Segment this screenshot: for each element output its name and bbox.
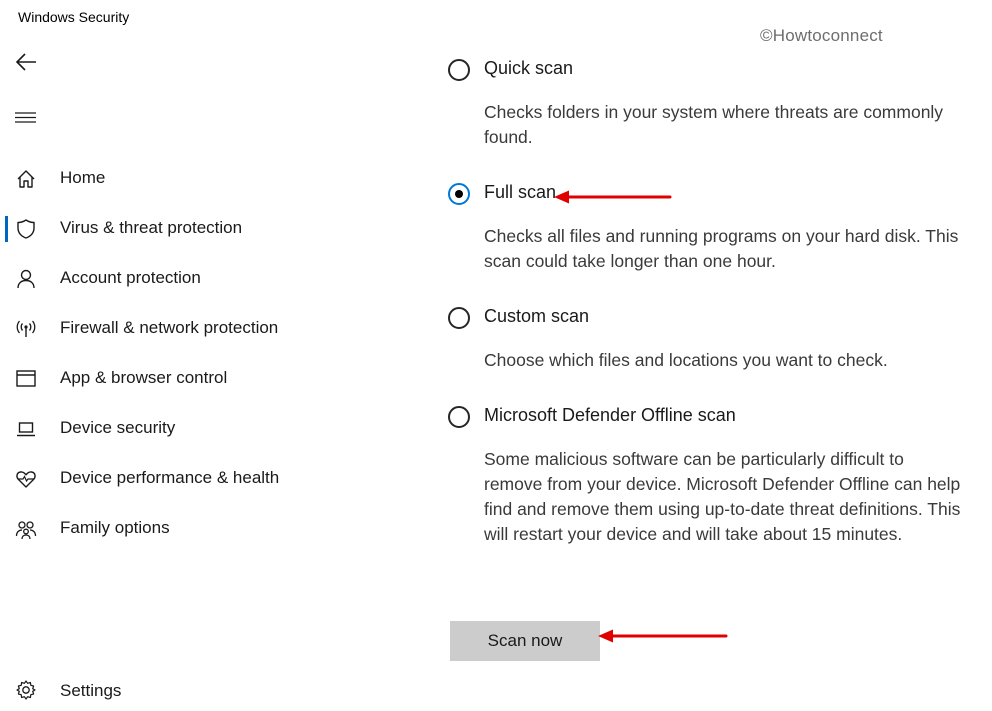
sidebar-item-settings[interactable] xyxy=(0,671,330,711)
sidebar-item-label: Device performance & health xyxy=(60,468,280,487)
hamburger-menu-icon xyxy=(15,110,37,126)
full-scan-radio[interactable] xyxy=(448,183,470,205)
quick-scan-label[interactable]: Quick scan xyxy=(484,58,574,78)
settings-label: Settings xyxy=(60,681,122,700)
sidebar-item-label: Device security xyxy=(60,418,176,437)
person-icon xyxy=(15,268,37,290)
defender-offline-scan-description: Some malicious software can be particularly difficult to remove from your device. Microsoft Defender Offline can help find and remove them using up-to-date threat definitions. This will restart your device and will take about 15 minutes. xyxy=(484,449,961,544)
sidebar-item-app-browser-control[interactable] xyxy=(0,359,330,399)
scan-now-button[interactable]: Scan now xyxy=(450,621,600,661)
sidebar-item-label: Firewall & network protection xyxy=(60,318,279,337)
full-scan-label[interactable]: Full scan xyxy=(484,182,557,202)
quick-scan-description: Checks folders in your system where threats are commonly found. xyxy=(484,102,944,147)
sidebar-item-account-protection[interactable] xyxy=(0,259,330,299)
full-scan-description: Checks all files and running programs on your hard disk. This scan could take longer than one hour. xyxy=(484,226,959,271)
sidebar-item-label: Account protection xyxy=(60,268,201,287)
sidebar-item-family-options[interactable] xyxy=(0,509,330,549)
sidebar-item-home[interactable] xyxy=(0,159,330,199)
gear-icon xyxy=(15,679,37,701)
sidebar-item-device-performance[interactable] xyxy=(0,459,330,499)
custom-scan-radio[interactable] xyxy=(448,307,470,329)
menu-button[interactable] xyxy=(15,110,37,126)
full-scan-annotation-arrow xyxy=(552,187,674,207)
defender-offline-scan-label[interactable]: Microsoft Defender Offline scan xyxy=(484,405,736,425)
sidebar-item-firewall[interactable] xyxy=(0,309,330,349)
sidebar-item-label: Virus & threat protection xyxy=(60,218,243,237)
laptop-icon xyxy=(15,418,37,440)
back-arrow-icon xyxy=(14,51,38,73)
custom-scan-description: Choose which files and locations you want to check. xyxy=(484,350,888,370)
family-icon xyxy=(15,518,37,540)
antenna-icon xyxy=(15,318,37,340)
sidebar-item-device-security[interactable] xyxy=(0,409,330,449)
sidebar-item-label: App & browser control xyxy=(60,368,228,387)
back-button[interactable] xyxy=(14,51,38,73)
custom-scan-label[interactable]: Custom scan xyxy=(484,306,590,326)
scan-now-annotation-arrow xyxy=(596,626,730,646)
defender-offline-scan-radio[interactable] xyxy=(448,406,470,428)
watermark: ©Howtoconnect xyxy=(760,26,883,45)
shield-icon xyxy=(15,218,37,240)
home-icon xyxy=(15,168,37,190)
sidebar-item-virus-threat-protection[interactable] xyxy=(0,209,330,249)
browser-window-icon xyxy=(15,368,37,390)
heart-pulse-icon xyxy=(15,468,37,490)
sidebar-item-label: Home xyxy=(60,168,106,187)
quick-scan-radio[interactable] xyxy=(448,59,470,81)
window-title: Windows Security xyxy=(18,9,130,25)
sidebar-item-label: Family options xyxy=(60,518,170,537)
